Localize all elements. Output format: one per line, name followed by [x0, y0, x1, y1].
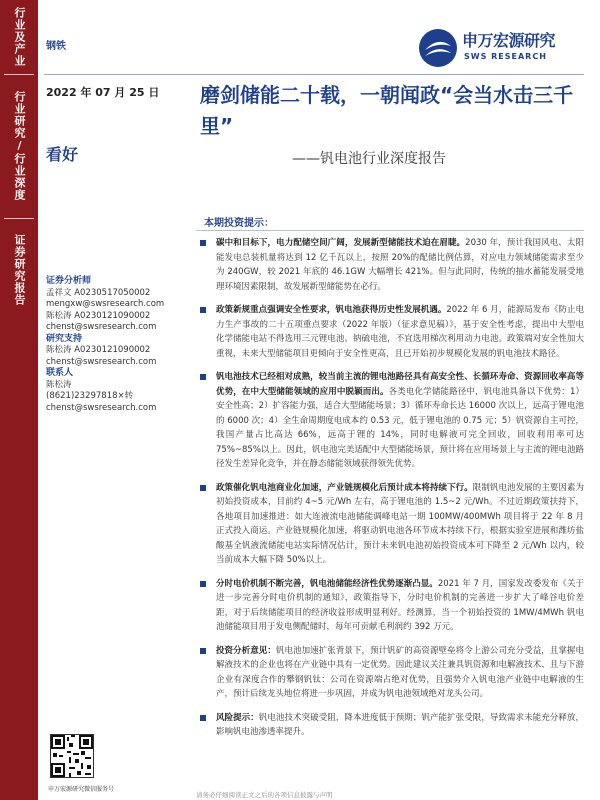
sidebar-divider [4, 74, 34, 75]
sidebar-label-type: 行业研究/行业深度 [13, 91, 26, 201]
contact-email[interactable]: chenst@swsresearch.com [46, 402, 157, 413]
analyst-name: 孟祥文 A0230517050002 [46, 287, 151, 298]
summary-bullet: 分时电价机制不断完善，钒电池储能经济性优势逐渐凸显。2021 年 7 月，国家发改委发布《关于进一步完善分时电价机制的通知》，政策指导下，分时电价机制的完善进一步扩大了峰谷电价差距，对于后续储能项目的经济收益形成明显利好。经测算，当一个初始投资的 1MW/4MWh 钒电池储能项目用于发电侧配储时，每年可贡献毛利润约 392 万元。 [196, 577, 584, 635]
summary-bullet: 政策催化钒电池商业化加速，产业链规模化后预计成本将持续下行。限制钒电池发展的主要因素为初始投资成本，目前约 4~5 元/Wh 左右，高于锂电池的 1.5~2 元/Wh。不过近期政策扶持下，各地项目加速推进：如大连液流电池储能调峰电站一期 100MW/400MWh 项目将于 22 年 8 月正式投入商运。产业链规模化加速，将驱动钒电池各环节成本持续下行，根据实验室进展和潍坊盐酸基全钒液流储能电站实际情况估计，预计未来钒电池初始投资成本可下降至 2 元/Wh 以内，较当前成本大幅下降 50%以上。 [196, 481, 584, 568]
report-title: 磨剑储能二十载，一朝闻政“会当水击三千里” [200, 83, 574, 138]
logo-text-cn: 申万宏源研究 [462, 31, 556, 50]
summary-divider [196, 230, 584, 231]
header-divider [44, 74, 584, 75]
report-subtitle: ——钒电池行业深度报告 [292, 151, 446, 167]
summary-bullet: 钒电池技术已经相对成熟，较当前主流的锂电池路径具有高安全性、长循环寿命、资源回收率高等优势，在中大型储能领域的应用中脱颖而出。各类电化学储能路径中，钒电池具备以下优势：1）安全性高；2）扩容能力强，适合大型储能场景；3）循环寿命长达 16000 次以上，远高于锂电池的 6000 次；4）全生命周期度电成本约 0.53 元，低于锂电池的 0.75 元；5）钒资源自主可控，我国产量占比高达 66%，远高于锂的 14%，同时电解液可完全回收，回收利用率可达 75%~85%以上。因此，钒电池完美适配中大型储能场景，预计将在应用场景上与主流的锂电池路径发生差异化竞争，并在静态储能领域获得领先优势。 [196, 370, 584, 472]
sidebar-label-report: 证券研究报告 [13, 234, 26, 306]
summary-bullet: 碳中和目标下，电力配储空间广阔，发展新型储能技术迫在眉睫。2030 年，预计我国风电、太阳能发电总装机量将达到 12 亿千瓦以上，按照 20%的配储比例估算，对应电力领域储能需求至少为 240GW，较 2021 年底的 46.1GW 大幅增长 421%。但与此同时，传统的抽水蓄能发展受地理环境因素限制，故发展新型储能势在必行。 [196, 236, 584, 294]
analyst-email[interactable]: mengxw@swsresearch.com [46, 299, 165, 309]
sidebar [0, 0, 38, 800]
contacts-block [46, 276, 186, 414]
analyst-name: 陈松涛 A0230121090002 [46, 310, 151, 321]
analyst-heading: 证券分析师 [46, 276, 92, 286]
support-heading: 研究支持 [46, 333, 83, 344]
sidebar-label-category: 行业及产业 [13, 7, 26, 67]
report-date: 2022 年 07 月 25 日 [46, 86, 160, 99]
summary-bullet: 投资分析意见：钒电池加速扩张背景下，预计钒矿的高资源壁垒将令上游公司充分受益，且掌握电解液技术的企业也将在产业链中具有一定优势。因此建议关注兼具钒资源和电解液技术、且与下游企业有深度合作的攀钢钒钛：公司在资源端占绝对优势，且强势介入钒电池产业链中电解液的生产，预计后续龙头地位将进一步巩固，并成为钒电池领域绝对龙头公司。 [196, 644, 584, 702]
qr-code-icon [50, 734, 94, 778]
footer-disclaimer: 请务必仔细阅读正文之后的各项信息披露与声明 [196, 791, 333, 799]
support-email[interactable]: chenst@swsresearch.com [46, 356, 157, 367]
qr-caption: 申万宏源研究微信服务号 [48, 786, 115, 793]
support-name: 陈松涛 A0230121090002 [46, 345, 151, 355]
industry-label: 钢铁 [46, 41, 66, 52]
summary-bullets [196, 236, 584, 749]
analyst-email[interactable]: chenst@swsresearch.com [46, 322, 157, 332]
sidebar-divider [4, 218, 34, 219]
company-logo [418, 24, 578, 72]
logo-text-en: SWS RESEARCH [464, 52, 547, 61]
contact-heading: 联系人 [46, 368, 74, 378]
summary-heading: 本期投资提示： [204, 218, 274, 229]
contact-phone: (8621)23297818×转 [46, 391, 134, 401]
rating-label: 看好 [46, 145, 79, 164]
logo-mark-icon [418, 28, 458, 68]
contact-name: 陈松涛 [46, 379, 72, 390]
summary-bullet: 政策新规重点强调安全性要求，钒电池获得历史性发展机遇。2022 年 6 月，能源局发布《防止电力生产事故的二十五项重点要求（2022 年版）（征求意见稿）》，基于安全性考虑，提出中大型电化学储能电站不得选用三元锂电池、钠硫电池，不宜选用梯次利用动力电池。政策端对安全性加大重视，未来大型储能项目更倾向于安全性更高，且已开始初步规模化发展的钒电池技术路径。 [196, 303, 584, 361]
summary-bullet: 风险提示：钒电池技术突破受阻，降本进度低于预期；钒产能扩张受限，导致需求未能充分释放，影响钒电池渗透率提升。 [196, 711, 584, 740]
